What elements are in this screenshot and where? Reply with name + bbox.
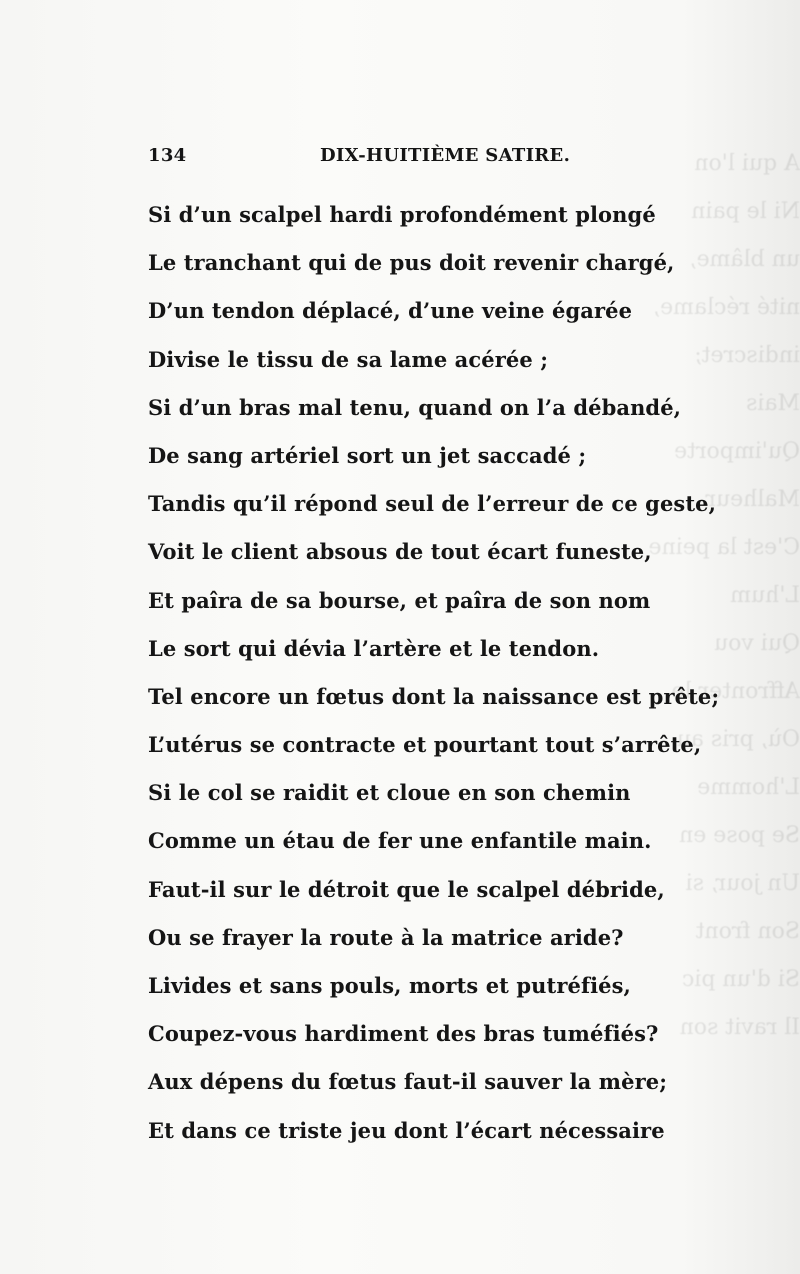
verse-line: Tandis qu’il répond seul de l’erreur de ce geste, xyxy=(148,491,717,517)
verse-line: L’utérus se contracte et pourtant tout s’arrête, xyxy=(148,732,702,758)
verse-line: Tel encore un fœtus dont la naissance est prête; xyxy=(148,683,720,709)
verse-line: Si d’un scalpel hardi profondément plongé xyxy=(148,202,656,227)
verse-line: Et paîra de sa bourse, et paîra de son nom xyxy=(148,587,651,613)
verse-line: Et dans ce triste jeu dont l’écart nécessaire xyxy=(148,1117,665,1143)
verse-line: Aux dépens du fœtus faut-il sauver la mère; xyxy=(148,1069,668,1095)
verse-line: Divise le tissu de sa lame acérée ; xyxy=(148,346,549,372)
verse-line: De sang artériel sort un jet saccadé ; xyxy=(148,442,587,468)
verse-line: Voit le client absous de tout écart funeste, xyxy=(148,539,652,565)
verse-line: Ou se frayer la route à la matrice aride? xyxy=(148,924,624,950)
verse-line: Faut-il sur le détroit que le scalpel débride, xyxy=(148,876,665,902)
verse-line: D’un tendon déplacé, d’une veine égarée xyxy=(148,298,633,324)
running-title: DIX-HUITIÈME SATIRE. xyxy=(320,145,571,166)
poem-verses xyxy=(148,193,720,1157)
verse-line: Si d’un bras mal tenu, quand on l’a débandé, xyxy=(148,394,682,420)
verse-line: Le sort qui dévia l’artère et le tendon. xyxy=(148,635,600,661)
verse-line: Si le col se raidit et cloue en son chemin xyxy=(148,780,631,806)
verse-line: Le tranchant qui de pus doit revenir chargé, xyxy=(148,250,675,276)
page-header xyxy=(148,145,571,173)
page-number: 134 xyxy=(148,145,187,166)
verse-line: Comme un étau de fer une enfantile main. xyxy=(148,828,652,854)
verse-line: Coupez-vous hardiment des bras tuméfiés? xyxy=(148,1021,659,1047)
verse-line: Livides et sans pouls, morts et putréfiés, xyxy=(148,973,631,998)
bleed-through-text: A qui l'on Ni le pain un blâme, nité réclame, indiscret; Mais Qu'importe Malheur C'est la peine L'hum Qui vou Affronter le Où, pris au L'homme Se pose en Un jour, si Son front Si d'un pic Il ravit son xyxy=(648,151,800,1040)
